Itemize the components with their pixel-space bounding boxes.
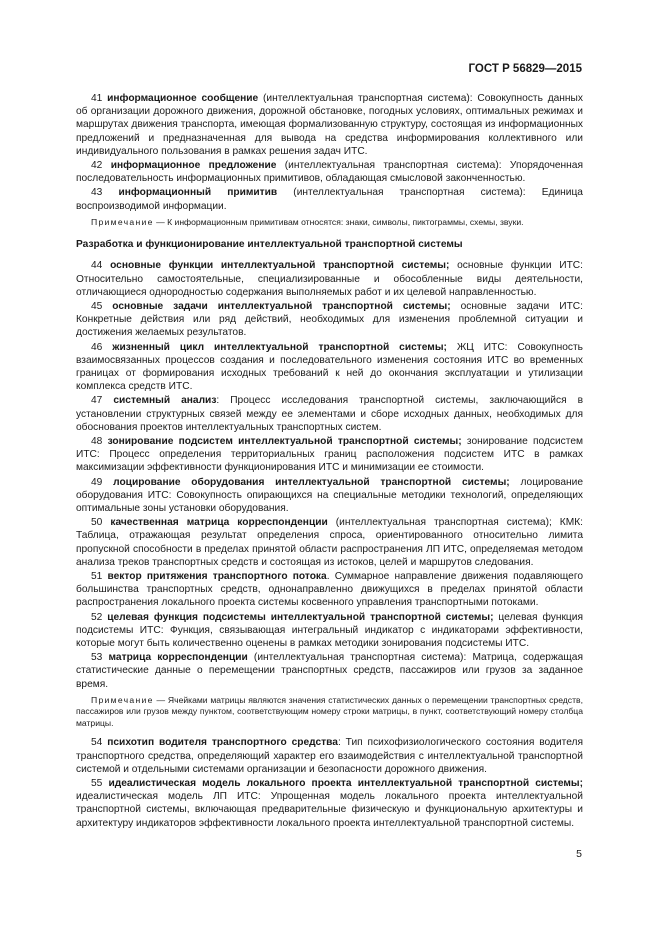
term-title: лоцирование оборудования интеллектуальной транспортной системы;: [113, 476, 510, 488]
term-entry: [76, 92, 583, 158]
note-2: [76, 695, 583, 730]
term-entry: [76, 651, 583, 691]
note-text: — К информационным примитивам относятся: знаки, символы, пиктограммы, схемы, звуки.: [153, 216, 524, 227]
term-title: вектор притяжения транспортного потока: [107, 571, 327, 582]
term-number: 51: [91, 571, 103, 582]
term-title: качественная матрица корреспонденции: [110, 517, 328, 529]
term-entry: [76, 186, 583, 212]
term-definition: : Тип психофизиологического состояния водителя транспортного средства, определяющий характер его взаимодействия с интеллектуальной транспортной системой и отдельными системами организации и безопасности дорожного движения.: [76, 737, 583, 775]
term-title: идеалистическая модель локального проекта интеллектуальной транспортной системы;: [108, 777, 583, 789]
term-number: 52: [91, 611, 103, 623]
term-number: 55: [91, 777, 103, 789]
term-entry: [76, 300, 583, 340]
note-label: Примечание: [91, 694, 154, 705]
term-number: 54: [91, 737, 103, 749]
term-definition: (интеллектуальная транспортная система); КМК: Таблица, отражающая результат определения спроса, ориентированного относительно лимита пропускной способности в пределах принятой области распространения ЛП ИТС, определяемая методом анализа треков транспортных средств и состоящая из истоков, целей и маршрутов следования.: [76, 517, 583, 568]
term-definition: идеалистическая модель ЛП ИТС: Упрощенная модель локального проекта интеллектуальной транспортной системы, включающая предварительные физическую и функциональную архитектуры и архитектуру индикаторов эффективности локального проекта интеллектуальной транспортной системы.: [76, 791, 583, 829]
note-text: — Ячейками матрицы являются значения статистических данных о перемещении транспортных средств, пассажиров или грузов между пунктом, соответствующим номеру строки матрицы, в пункт, соответствующий номеру столбца матрицы.: [76, 694, 583, 728]
term-definition: зонирование подсистем ИТС: Процесс определения территориальных границ расположения подсистем ИТС в рамках максимизации эффективности функционирования ИТС и минимизации ее стоимости.: [76, 435, 583, 474]
term-number: 43: [91, 187, 103, 199]
entries-top: [76, 92, 583, 213]
document-body: [76, 92, 583, 831]
term-entry: [76, 341, 583, 394]
term-definition: (интеллектуальная транспортная система): Совокупность данных об организации дорожного движения, дорожной обстановке, погодных условиях, оптимальных режимах и маршрутах движения транспорта, имеющая формализованную структуру, состоящая из информационных предложений и предназначенная для вывода на средства информирования коллективного или индивидуального пользования в рамках решения задач ИТС.: [76, 93, 583, 157]
term-title: зонирование подсистем интеллектуальной транспортной системы;: [107, 435, 462, 447]
term-number: 45: [91, 300, 103, 312]
page-number: 5: [576, 848, 582, 860]
term-number: 50: [91, 517, 103, 529]
note-label: Примечание: [91, 216, 154, 227]
term-definition: лоцирование оборудования ИТС: Совокупность опирающихся на специальные методики технологий, определяющих оптимальные зоны установки оборудования.: [76, 476, 584, 514]
term-title: целевая функция подсистемы интеллектуальной транспортной системы;: [107, 611, 494, 623]
term-title: основные функции интеллектуальной транспортной системы;: [110, 260, 450, 272]
term-definition: основные функции ИТС: Относительно самостоятельные, специализированные и обособленные виды деятельности, отличающиеся однородностью содержания выполняемых работ и их целевой направленностью.: [76, 260, 583, 298]
term-entry: [76, 516, 583, 569]
term-entry: [76, 611, 583, 651]
term-number: 48: [91, 435, 103, 447]
term-title: матрица корреспонденции: [108, 652, 248, 664]
note-1: [76, 217, 583, 229]
term-number: 44: [91, 260, 103, 272]
term-definition: целевая функция подсистемы ИТС: Функция, связывающая интегральный индикатор с индикаторами эффективности, которые могут быть количественно оценены в рамках методики зонирования подсистемы ИТС.: [76, 611, 583, 650]
standard-header: ГОСТ Р 56829—2015: [468, 63, 582, 75]
term-definition: : Процесс исследования транспортной системы, заключающийся в установлении структурных связей между ее элементами и сборе исходных данных, необходимых для обоснования проектов интеллектуальных транспортных систем.: [76, 395, 583, 433]
term-number: 53: [91, 652, 103, 664]
term-definition: ЖЦ ИТС: Совокупность взаимосвязанных процессов создания и последовательного изменения состояния ИТС во временных границах от формирования исходных требований к ней до окончания эксплуатации и утилизации комплекса средств ИТС.: [76, 341, 583, 393]
term-definition: (интеллектуальная транспортная система): Единица воспроизводимой информации.: [76, 187, 583, 212]
term-definition: . Суммарное направление движения подавляющего большинства транспортных средств, однонаправленно движущихся в пределах принятой области распространения локального проекта системы косвенного управления транспортными потоками.: [76, 571, 584, 609]
term-title: основные задачи интеллектуальной транспортной системы;: [112, 300, 451, 312]
term-number: 47: [91, 395, 103, 407]
term-entry: [76, 736, 583, 776]
term-number: 41: [91, 93, 103, 104]
term-title: информационное сообщение: [107, 93, 259, 104]
term-title: жизненный цикл интеллектуальной транспортной системы;: [112, 341, 447, 353]
term-title: психотип водителя транспортного средства: [107, 737, 338, 749]
term-definition: (интеллектуальная транспортная система): Матрица, содержащая статистические данные о перемещении транспортных средств, пассажиров или грузов за заданное время.: [76, 652, 583, 690]
term-entry: [76, 394, 583, 434]
term-title: системный анализ: [113, 395, 217, 407]
term-number: 46: [91, 341, 103, 353]
term-entry: [76, 476, 583, 516]
term-title: информационное предложение: [110, 160, 277, 172]
term-number: 42: [91, 160, 103, 172]
term-entry: [76, 159, 583, 185]
term-number: 49: [91, 476, 103, 488]
term-title: информационный примитив: [118, 187, 278, 199]
term-entry: [76, 777, 583, 830]
entries-mid: [76, 259, 583, 691]
term-entry: [76, 259, 583, 299]
term-definition: (интеллектуальная транспортная система): Упорядоченная последовательность информационных примитивов, обладающая смысловой законченностью.: [76, 160, 583, 185]
term-definition: основные задачи ИТС: Конкретные действия или ряд действий, необходимых для изменения проблемной ситуации и достижения желаемых результатов.: [76, 300, 583, 339]
entries-bottom: [76, 736, 583, 829]
section-title: Разработка и функционирование интеллектуальной транспортной системы: [76, 239, 463, 251]
term-entry: [76, 570, 583, 610]
term-entry: [76, 435, 583, 475]
